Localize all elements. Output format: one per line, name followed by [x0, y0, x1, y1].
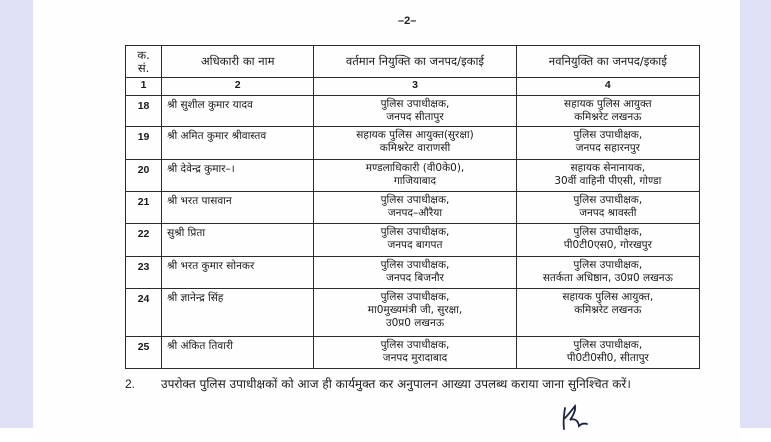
column-index-row: [126, 78, 700, 96]
posting-line: जनपद–औरैया: [387, 207, 443, 219]
column-index: 1: [126, 78, 162, 96]
transfer-table: [125, 45, 700, 369]
paragraph-text: उपरोक्त पुलिस उपाधीक्षकों को आज ही कार्यमुक्त कर अनुपालन आख्या उपलब्ध कराया जाना सुनिश्चित करें।: [161, 377, 631, 391]
new-posting: [516, 257, 699, 289]
table-row: [126, 257, 700, 289]
posting-line: पुलिस उपाधीक्षक,: [573, 339, 643, 351]
table-header-row: [126, 46, 700, 78]
table-row: [126, 224, 700, 257]
officer-name: श्री भरत कुमार सोनकर: [162, 257, 314, 289]
serial-number: 23: [126, 257, 162, 289]
posting-line: कमिश्नरेट लखनऊ: [574, 304, 642, 316]
posting-line: पी0टी0एस0, गोरखपुर: [563, 239, 652, 251]
current-posting: [314, 257, 516, 289]
serial-number: 21: [126, 192, 162, 224]
serial-number: 20: [126, 160, 162, 192]
new-posting: [516, 160, 699, 192]
current-posting: [314, 192, 516, 224]
column-index: 4: [516, 78, 699, 96]
new-posting: [516, 337, 699, 369]
posting-line: जनपद बिजनौर: [386, 272, 444, 284]
new-posting: [516, 96, 699, 127]
posting-line: 30वीं वाहिनी पीएसी, गोण्डा: [554, 175, 662, 187]
posting-line: पुलिस उपाधीक्षक,: [380, 259, 450, 271]
posting-line: पुलिस उपाधीक्षक,: [573, 226, 643, 238]
current-posting: [314, 96, 516, 127]
posting-line: पुलिस उपाधीक्षक,: [380, 98, 450, 110]
table-row: [126, 289, 700, 337]
current-posting: [314, 289, 516, 337]
posting-line: मा0मुख्यमंत्री जी, सुरक्षा,: [367, 304, 463, 316]
posting-line: पुलिस उपाधीक्षक,: [380, 291, 450, 303]
header-officer-name: अधिकारी का नाम: [162, 46, 314, 78]
posting-line: जनपद सीतापुर: [386, 111, 444, 123]
new-posting: [516, 127, 699, 160]
posting-line: सतर्कता अधिष्ठान, उ0प्र0 लखनऊ: [542, 272, 673, 284]
serial-number: 19: [126, 127, 162, 160]
officer-name: श्री अमित कुमार श्रीवास्तव: [162, 127, 314, 160]
posting-line: पुलिस उपाधीक्षक,: [573, 129, 643, 141]
officer-name: सुश्री प्रिता: [162, 224, 314, 257]
officer-name: श्री देवेन्द्र कुमार–।: [162, 160, 314, 192]
posting-line: जनपद मुरादाबाद: [382, 352, 448, 364]
posting-line: सहायक पुलिस आयुक्त(सुरक्षा): [356, 129, 474, 141]
posting-line: पी0टी0सी0, सीतापुर: [566, 352, 649, 364]
posting-line: सहायक पुलिस आयुक्त: [564, 98, 652, 110]
posting-line: जनपद सहारनपुर: [575, 142, 640, 154]
posting-line: पुलिस उपाधीक्षक,: [380, 194, 450, 206]
posting-line: पुलिस उपाधीक्षक,: [573, 194, 643, 206]
new-posting: [516, 192, 699, 224]
current-posting: [314, 127, 516, 160]
table-row: [126, 127, 700, 160]
serial-number: 18: [126, 96, 162, 127]
current-posting: [314, 337, 516, 369]
column-index: 3: [314, 78, 516, 96]
table-row: [126, 96, 700, 127]
table-row: [126, 160, 700, 192]
posting-line: सहायक पुलिस आयुक्त,: [562, 291, 654, 303]
header-serial-number: क. सं.: [126, 46, 162, 78]
posting-line: पुलिस उपाधीक्षक,: [380, 226, 450, 238]
paragraph-number: 2.: [125, 377, 136, 391]
header-current-posting: वर्तमान नियुक्ति का जनपद/इकाई: [314, 46, 516, 78]
officer-name: श्री अंकित तिवारी: [162, 337, 314, 369]
right-margin-strip: [740, 0, 771, 428]
posting-line: कमिश्नरेट वाराणसी: [379, 142, 451, 154]
table-row: [126, 192, 700, 224]
table-row: [126, 337, 700, 369]
posting-line: पुलिस उपाधीक्षक,: [380, 339, 450, 351]
posting-line: जनपद श्रावस्ती: [579, 207, 637, 219]
posting-line: पुलिस उपाधीक्षक,: [573, 259, 643, 271]
left-margin-strip: [0, 0, 33, 428]
officer-name: श्री ज्ञानेन्द्र सिंह: [162, 289, 314, 337]
officer-name: श्री सुशील कुमार यादव: [162, 96, 314, 127]
posting-line: मण्डलाधिकारी (वी0के0),: [365, 162, 465, 174]
column-index: 2: [162, 78, 314, 96]
serial-number: 25: [126, 337, 162, 369]
officer-name: श्री भरत पासवान: [162, 192, 314, 224]
page-number: –2–: [398, 15, 417, 27]
posting-line: जनपद बागपत: [387, 239, 443, 251]
serial-number: 24: [126, 289, 162, 337]
posting-line: सहायक सेनानायक,: [570, 162, 646, 174]
serial-number: 22: [126, 224, 162, 257]
new-posting: [516, 289, 699, 337]
signature-mark: [561, 404, 589, 430]
new-posting: [516, 224, 699, 257]
posting-line: उ0प्र0 लखनऊ: [385, 317, 445, 329]
current-posting: [314, 224, 516, 257]
posting-line: कमिश्नरेट लखनऊ: [574, 111, 642, 123]
posting-line: गाजियाबाद: [393, 175, 437, 187]
header-new-posting: नवनियुक्ति का जनपद/इकाई: [516, 46, 699, 78]
current-posting: [314, 160, 516, 192]
instruction-paragraph: [125, 376, 700, 393]
